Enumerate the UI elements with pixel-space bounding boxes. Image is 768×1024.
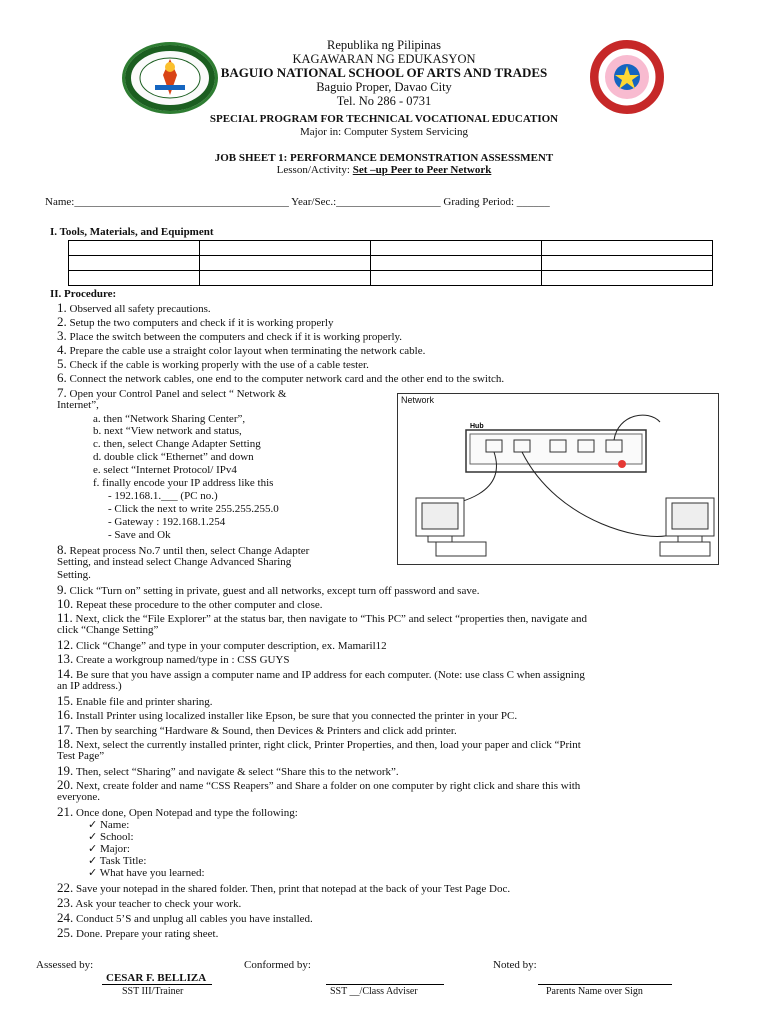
noted-by-label: Noted by: bbox=[493, 959, 537, 971]
list-item: 22. Save your notepad in the shared folder. Then, print that notepad at the back of your Test Page Doc. bbox=[57, 880, 511, 895]
list-item: 9. Click “Turn on” setting in private, guest and all networks, except turn off password and save. bbox=[57, 582, 480, 597]
table-row bbox=[69, 256, 713, 271]
list-item: 10. Repeat these procedure to the other computer and close. bbox=[57, 596, 323, 611]
table-row bbox=[69, 271, 713, 286]
sub-step: f. finally encode your IP address like this bbox=[93, 477, 274, 489]
list-item: 19. Then, select “Sharing” and navigate & select “Share this to the network”. bbox=[57, 763, 399, 778]
department-label: KAGAWARAN NG EDUKASYON bbox=[292, 52, 476, 66]
list-item: 20. Next, create folder and name “CSS Reapers” and Share a folder on one computer by right click and share this with bbox=[57, 777, 581, 792]
table-cell bbox=[542, 241, 713, 256]
sub-step: b. next “View network and status, bbox=[93, 425, 242, 437]
network-diagram bbox=[397, 393, 719, 565]
table-cell bbox=[200, 256, 371, 271]
table-cell bbox=[371, 271, 542, 286]
list-item: 5. Check if the cable is working properly with the use of a cable tester. bbox=[57, 356, 369, 371]
list-item: 6. Connect the network cables, one end to the computer network card and the other end to the switch. bbox=[57, 370, 505, 385]
table-cell bbox=[69, 271, 200, 286]
list-item-continuation: Setting. bbox=[57, 569, 91, 581]
lesson-label: Lesson/Activity: bbox=[276, 164, 353, 176]
list-item-continuation: Internet”, bbox=[57, 399, 99, 411]
assessor-role: SST III/Trainer bbox=[122, 986, 184, 997]
list-item-continuation: everyone. bbox=[57, 791, 101, 803]
list-item: 11. Next, click the “File Explorer” at the status bar, then navigate to “This PC” and select “properties then, navigate and bbox=[57, 610, 588, 625]
table-row bbox=[69, 241, 713, 256]
program-title: SPECIAL PROGRAM FOR TECHNICAL VOCATIONAL EDUCATION bbox=[209, 113, 559, 125]
school-address: Baguio Proper, Davao City bbox=[316, 80, 452, 94]
conformed-by-label: Conformed by: bbox=[244, 959, 311, 971]
list-item: 21. Once done, Open Notepad and type the following: bbox=[57, 804, 298, 819]
hub-power-light bbox=[618, 460, 626, 468]
list-item: 7. Open your Control Panel and select “ Network & bbox=[57, 385, 287, 400]
table-cell bbox=[542, 256, 713, 271]
table-cell bbox=[69, 256, 200, 271]
sub-step: d. double click “Ethernet” and down bbox=[93, 451, 254, 463]
list-item-continuation: an IP address.) bbox=[57, 680, 122, 692]
list-item: 4. Prepare the cable use a straight color layout when terminating the network cable. bbox=[57, 342, 426, 357]
checklist-item: ✓ Task Title: bbox=[88, 855, 147, 867]
list-item: 12. Click “Change” and type in your computer description, ex. Mamaril12 bbox=[57, 637, 387, 652]
checklist-item: ✓ What have you learned: bbox=[88, 867, 205, 879]
pc-right bbox=[660, 498, 714, 556]
tools-table bbox=[68, 240, 713, 286]
list-item: 2. Setup the two computers and check if it is working properly bbox=[57, 314, 334, 329]
list-item: 24. Conduct 5’S and unplug all cables you have installed. bbox=[57, 910, 313, 925]
list-item: 16. Install Printer using localized installer like Epson, be sure that you connected the printer in your PC. bbox=[57, 707, 518, 722]
hub-label: Hub bbox=[470, 423, 484, 430]
job-sheet-title: JOB SHEET 1: PERFORMANCE DEMONSTRATION ASSESSMENT bbox=[214, 152, 554, 164]
checklist-item: ✓ Name: bbox=[88, 819, 130, 831]
parent-role: Parents Name over Sign bbox=[546, 986, 643, 997]
list-item-continuation: Test Page” bbox=[57, 750, 105, 762]
program-major: Major in: Computer System Servicing bbox=[299, 126, 469, 138]
checklist-item: ✓ School: bbox=[88, 831, 134, 843]
checklist-item: ✓ Major: bbox=[88, 843, 130, 855]
list-item: 25. Done. Prepare your rating sheet. bbox=[57, 925, 219, 940]
sub-step: e. select “Internet Protocol/ IPv4 bbox=[93, 464, 237, 476]
table-cell bbox=[69, 241, 200, 256]
table-cell bbox=[542, 271, 713, 286]
list-item-continuation: click “Change Setting” bbox=[57, 624, 159, 636]
list-item: 3. Place the switch between the computers and check if it is working properly. bbox=[57, 328, 403, 343]
lesson-activity bbox=[0, 164, 768, 177]
list-item: 15. Enable file and printer sharing. bbox=[57, 693, 213, 708]
table-cell bbox=[200, 241, 371, 256]
lesson-value: Set –up Peer to Peer Network bbox=[352, 164, 492, 176]
table-cell bbox=[200, 271, 371, 286]
ip-step: - 192.168.1.___ (PC no.) bbox=[108, 490, 218, 502]
list-item: 13. Create a workgroup named/type in : CSS GUYS bbox=[57, 651, 290, 666]
sub-step: c. then, select Change Adapter Setting bbox=[93, 438, 261, 450]
section-procedure-heading: II. Procedure: bbox=[50, 288, 117, 300]
list-item-continuation: Setting, and instead select Change Advanced Sharing bbox=[57, 556, 292, 568]
school-telephone: Tel. No 286 - 0731 bbox=[336, 94, 432, 108]
list-item: 14. Be sure that you have assign a computer name and IP address for each computer. (Note: use class C when assigning bbox=[57, 666, 585, 681]
student-info-line: Name:_______________________________________ Year/Sec.:___________________ Grading Period: ______ bbox=[45, 196, 550, 208]
list-item: 23. Ask your teacher to check your work. bbox=[57, 895, 242, 910]
list-item: 17. Then by searching “Hardware & Sound, then Devices & Printers and click add printer. bbox=[57, 722, 457, 737]
list-item: 8. Repeat process No.7 until then, select Change Adapter bbox=[57, 542, 310, 557]
adviser-role: SST __/Class Adviser bbox=[330, 986, 418, 997]
table-cell bbox=[371, 256, 542, 271]
diagram-title: Network bbox=[401, 395, 435, 405]
diagram-graphic bbox=[398, 394, 718, 564]
pc-left bbox=[416, 498, 486, 556]
list-item: 18. Next, select the currently installed printer, right click, Printer Properties, and then, load your paper and click “Print bbox=[57, 736, 581, 751]
ip-step: - Click the next to write 255.255.255.0 bbox=[108, 503, 279, 515]
republic-label: Republika ng Pilipinas bbox=[327, 38, 441, 52]
section-tools-heading: I. Tools, Materials, and Equipment bbox=[50, 226, 214, 238]
list-item: 1. Observed all safety precautions. bbox=[57, 300, 211, 315]
ip-step: - Gateway : 192.168.1.254 bbox=[108, 516, 226, 528]
assessor-name: CESAR F. BELLIZA bbox=[106, 972, 207, 984]
ip-step: - Save and Ok bbox=[108, 529, 171, 541]
assessed-by-label: Assessed by: bbox=[36, 959, 94, 971]
school-name: BAGUIO NATIONAL SCHOOL OF ARTS AND TRADES bbox=[220, 65, 548, 80]
table-cell bbox=[371, 241, 542, 256]
sub-step: a. then “Network Sharing Center”, bbox=[93, 413, 246, 425]
